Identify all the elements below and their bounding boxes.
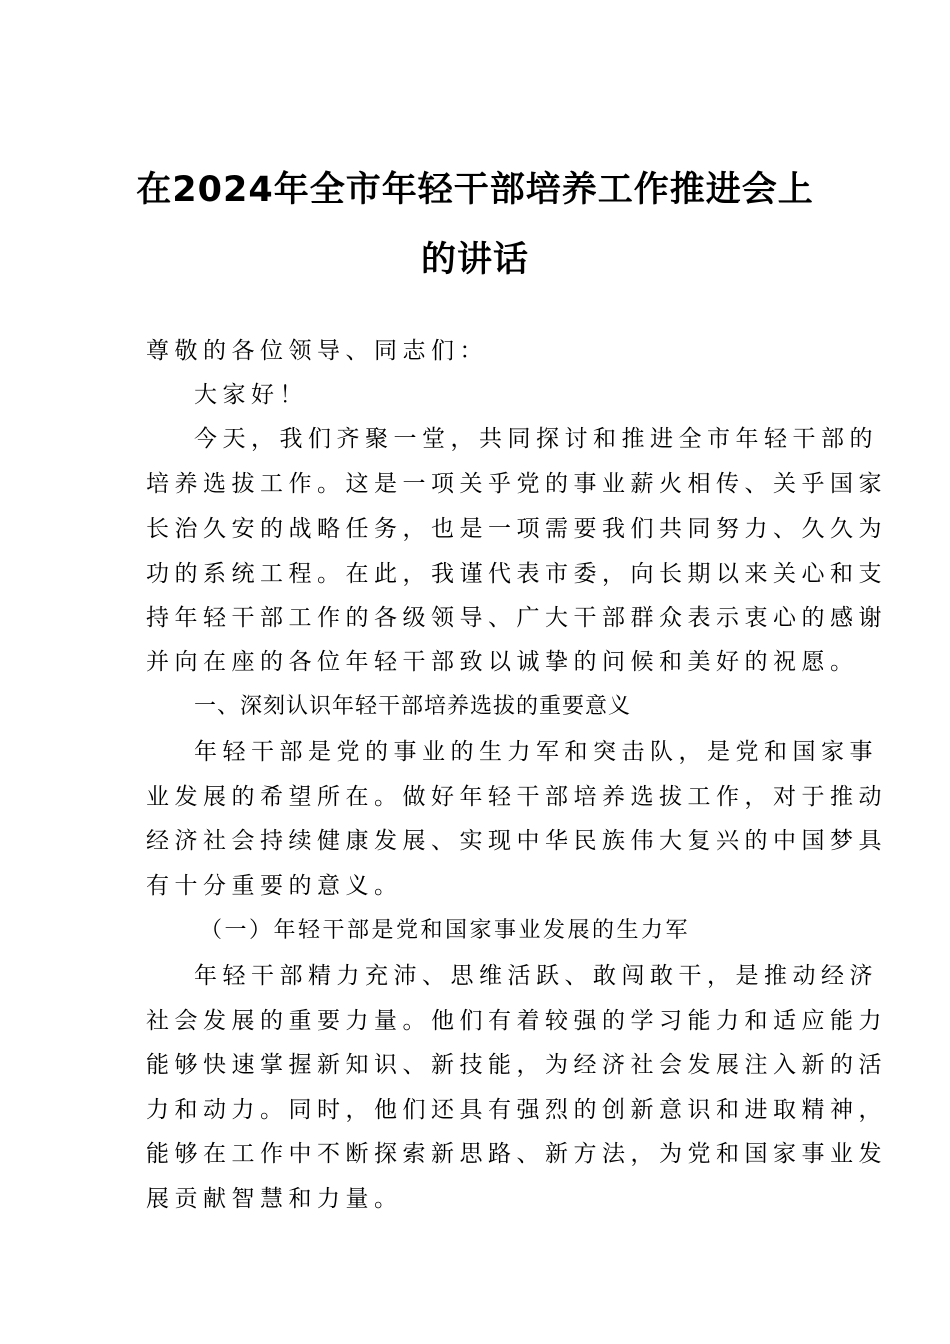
greeting: 大家好！ bbox=[194, 382, 308, 408]
paragraph-line: 经济社会持续健康发展、实现中华民族伟大复兴的中国梦具 bbox=[146, 828, 887, 854]
paragraph-line: 展贡献智慧和力量。 bbox=[146, 1186, 403, 1212]
paragraph-line: 能够快速掌握新知识、新技能，为经济社会发展注入新的活 bbox=[146, 1052, 887, 1078]
paragraph-line: 有十分重要的意义。 bbox=[146, 873, 403, 899]
salutation: 尊敬的各位领导、同志们： bbox=[146, 338, 488, 364]
paragraph-line: 能够在工作中不断探索新思路、新方法，为党和国家事业发 bbox=[146, 1141, 887, 1167]
paragraph-line: 年轻干部精力充沛、思维活跃、敢闯敢干，是推动经济 bbox=[194, 963, 878, 989]
paragraph-line: 力和动力。同时，他们还具有强烈的创新意识和进取精神， bbox=[146, 1097, 887, 1123]
subsection-heading: （一）年轻干部是党和国家事业发展的生力军 bbox=[200, 918, 691, 943]
paragraph-line: 业发展的希望所在。做好年轻干部培养选拔工作，对于推动 bbox=[146, 784, 887, 810]
section-heading: 一、深刻认识年轻干部培养选拔的重要意义 bbox=[194, 694, 632, 719]
paragraph-line: 功的系统工程。在此，我谨代表市委，向长期以来关心和支 bbox=[146, 561, 887, 587]
paragraph-line: 社会发展的重要力量。他们有着较强的学习能力和适应能力 bbox=[146, 1008, 887, 1034]
paragraph-line: 今天，我们齐聚一堂，共同探讨和推进全市年轻干部的 bbox=[194, 426, 878, 452]
document-title-line-1: 在2024年全市年轻干部培养工作推进会上 bbox=[136, 170, 814, 210]
paragraph-line: 并向在座的各位年轻干部致以诚挚的问候和美好的祝愿。 bbox=[146, 649, 859, 675]
document-title-line-2: 的讲话 bbox=[420, 240, 529, 280]
paragraph-line: 持年轻干部工作的各级领导、广大干部群众表示衷心的感谢 bbox=[146, 605, 887, 631]
paragraph-line: 长治久安的战略任务，也是一项需要我们共同努力、久久为 bbox=[146, 516, 887, 542]
paragraph-line: 培养选拔工作。这是一项关乎党的事业薪火相传、关乎国家 bbox=[146, 471, 887, 497]
paragraph-line: 年轻干部是党的事业的生力军和突击队，是党和国家事 bbox=[194, 739, 878, 765]
